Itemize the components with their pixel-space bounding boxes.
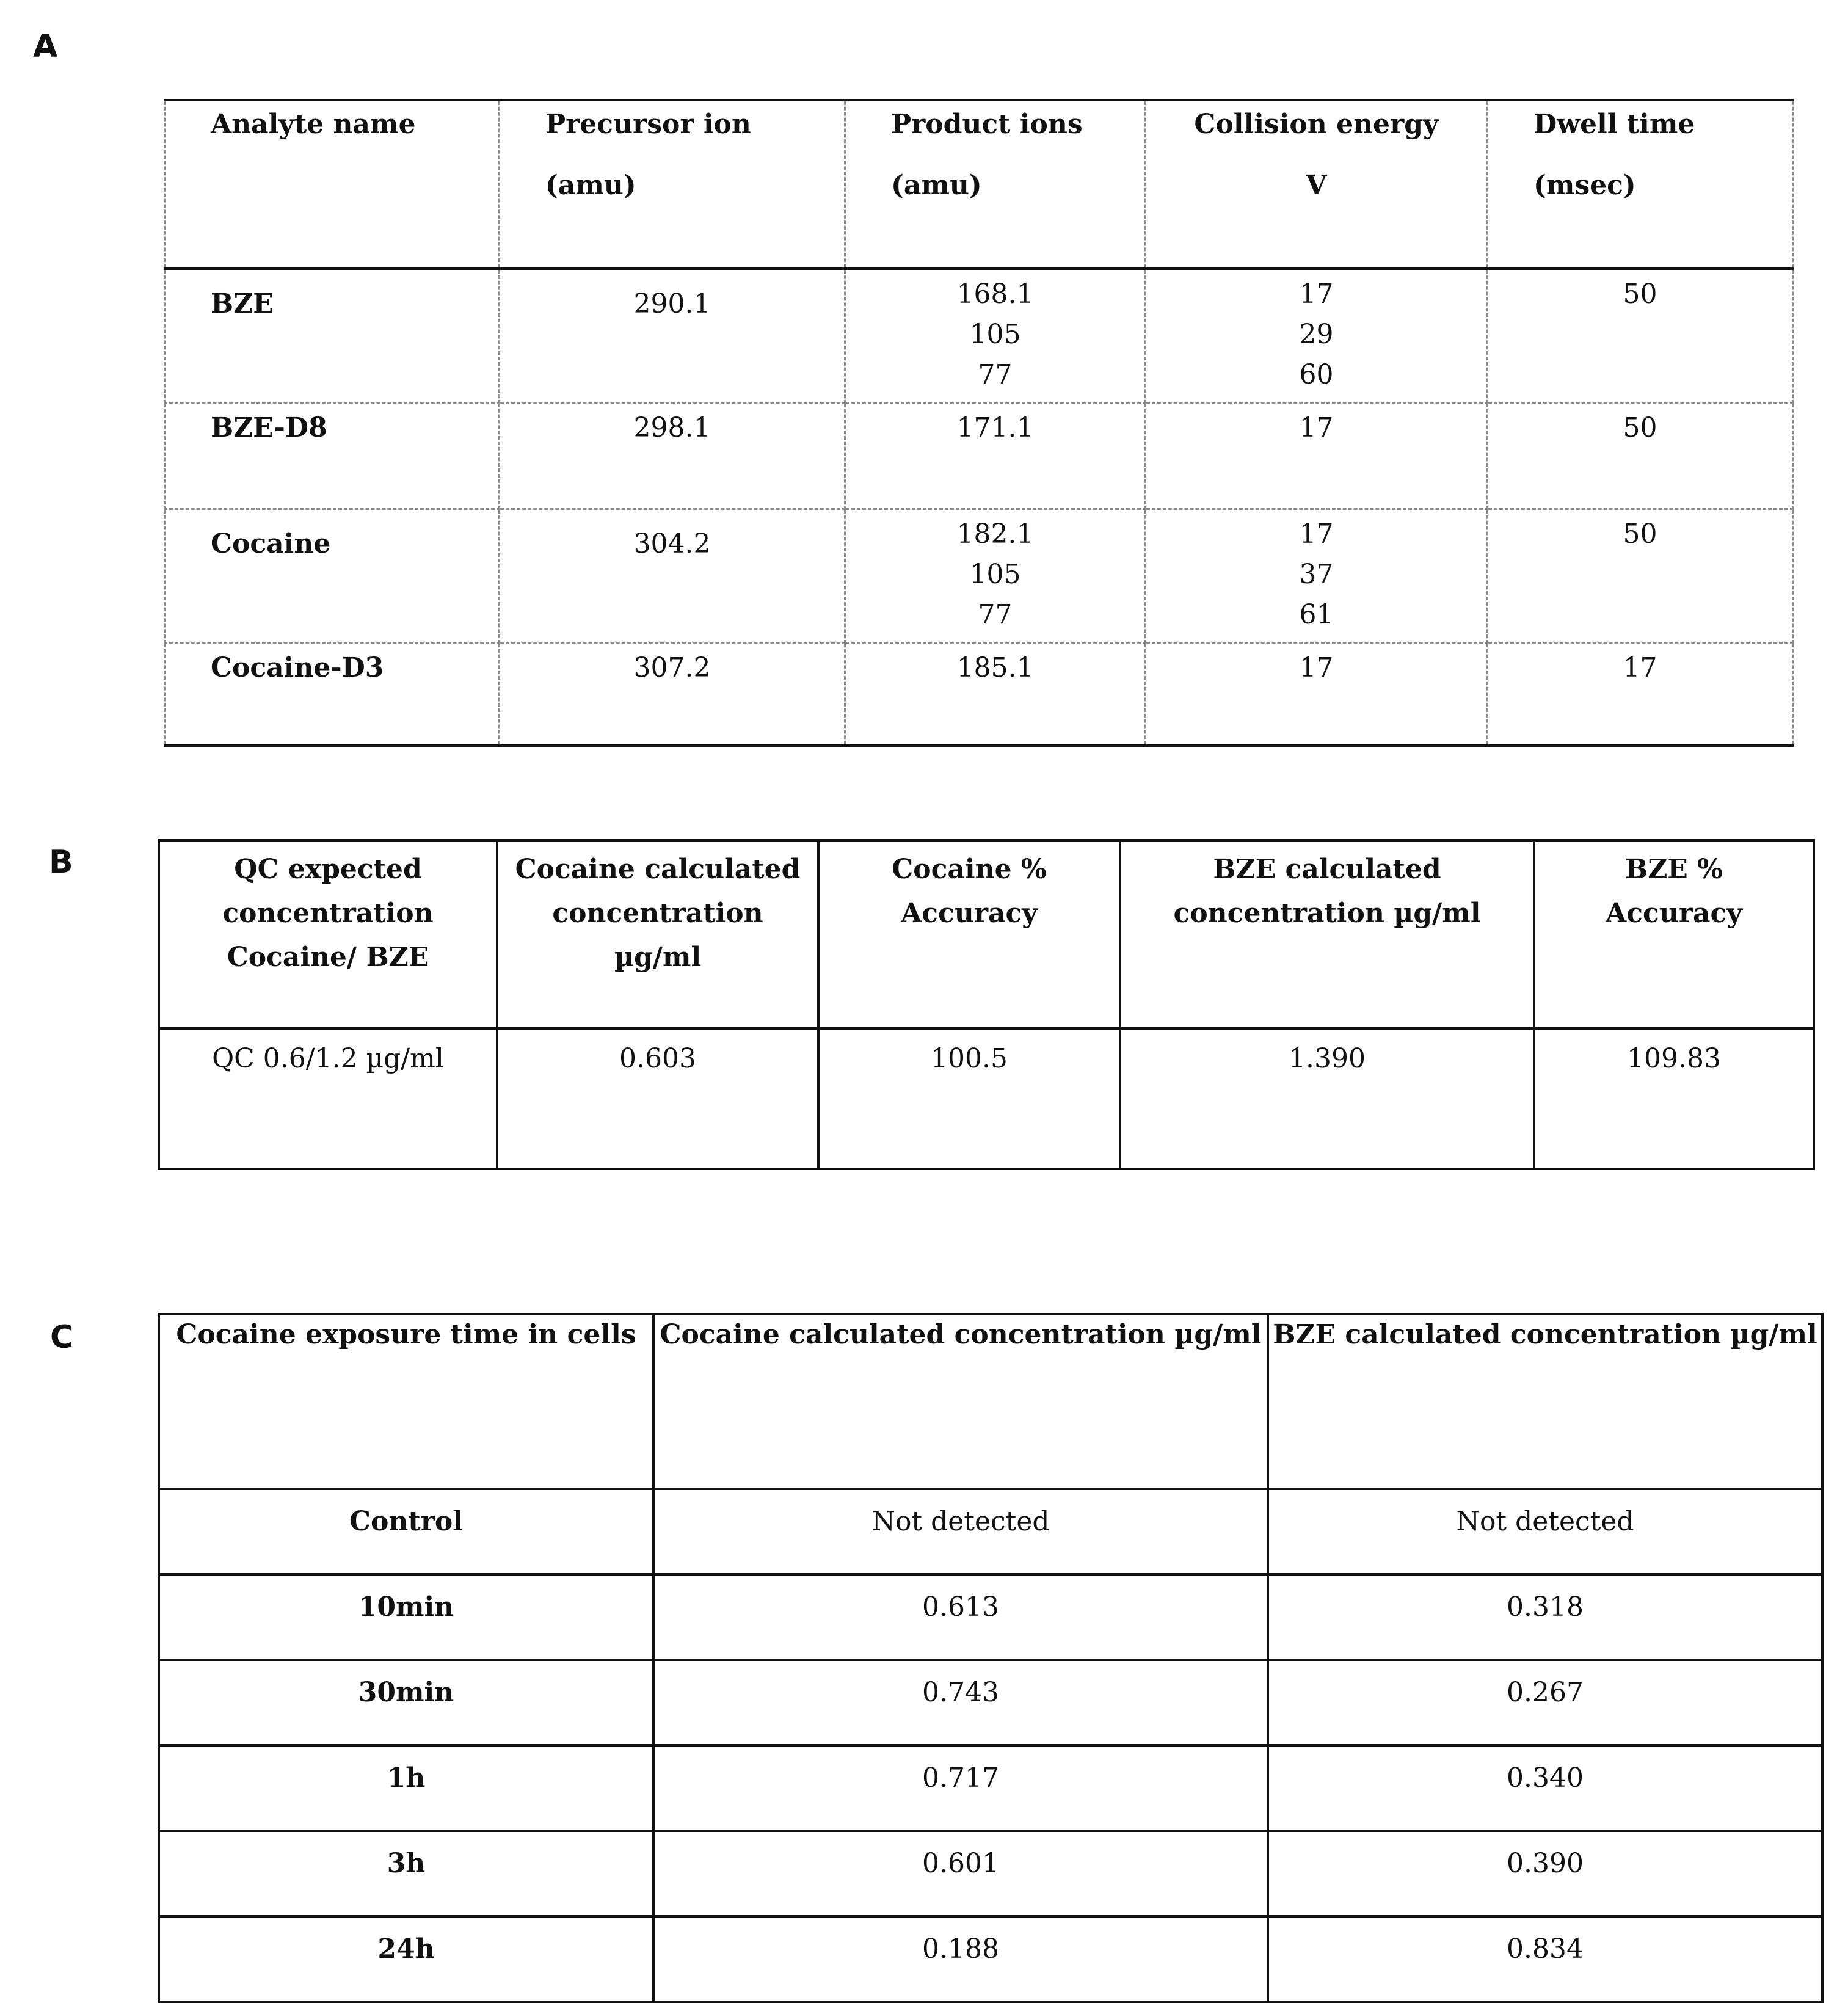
exposure-time: 30min (159, 1660, 653, 1745)
cocaine-concentration: 0.601 (653, 1831, 1268, 1916)
qc-accuracy-table (158, 839, 1815, 1170)
panel-label-c: C (50, 1319, 74, 1356)
precursor-ion: 304.2 (500, 509, 845, 643)
cocaine-concentration: 0.188 (653, 1916, 1268, 2002)
mrm-parameters-table (164, 99, 1794, 747)
product-ions: 182.1 105 77 (845, 509, 1146, 643)
table-c-header-cell: Cocaine calculated concentration µg/ml (653, 1314, 1268, 1489)
panel-label-a: A (33, 28, 58, 65)
table-c-header-cell: BZE calculated concentration µg/ml (1268, 1314, 1822, 1489)
exposure-time: 24h (159, 1916, 653, 2002)
collision-energies: 17 (1146, 643, 1488, 746)
table-row (165, 643, 1793, 746)
bze-calculated-concentration: 1.390 (1120, 1028, 1534, 1169)
qc-level: QC 0.6/1.2 µg/ml (159, 1028, 497, 1169)
dwell-time: 50 (1488, 509, 1793, 643)
precursor-ion: 290.1 (500, 269, 845, 403)
analyte-name: Cocaine-D3 (165, 643, 500, 746)
bze-concentration: Not detected (1268, 1489, 1822, 1574)
precursor-ion: 307.2 (500, 643, 845, 746)
cocaine-concentration: Not detected (653, 1489, 1268, 1574)
precursor-ion: 298.1 (500, 403, 845, 509)
table-row (165, 509, 1793, 643)
analyte-name: BZE-D8 (165, 403, 500, 509)
bze-concentration: 0.390 (1268, 1831, 1822, 1916)
table-a-header-cell: Precursor ion (amu) (500, 100, 845, 269)
table-b-header-cell: Cocaine calculated concentration µg/ml (497, 840, 818, 1028)
table-row (159, 1028, 1814, 1169)
table-c-header-row (159, 1314, 1822, 1489)
exposure-time-table (158, 1313, 1824, 2003)
table-row (165, 403, 1793, 509)
table-a-header-cell: Product ions (amu) (845, 100, 1146, 269)
exposure-time: 1h (159, 1745, 653, 1831)
bze-concentration: 0.318 (1268, 1574, 1822, 1660)
table-a-header-cell: Dwell time (msec) (1488, 100, 1793, 269)
bze-concentration: 0.834 (1268, 1916, 1822, 2002)
dwell-time: 50 (1488, 403, 1793, 509)
product-ions: 185.1 (845, 643, 1146, 746)
table-row (159, 1574, 1822, 1660)
cocaine-accuracy: 100.5 (818, 1028, 1120, 1169)
table-row (159, 1489, 1822, 1574)
analyte-name: Cocaine (165, 509, 500, 643)
bze-concentration: 0.267 (1268, 1660, 1822, 1745)
table-b-header-cell: BZE % Accuracy (1534, 840, 1814, 1028)
analyte-name: BZE (165, 269, 500, 403)
dwell-time: 50 (1488, 269, 1793, 403)
table-row (159, 1660, 1822, 1745)
table-row (165, 269, 1793, 403)
table-a-header-cell: Analyte name (165, 100, 500, 269)
exposure-time: 10min (159, 1574, 653, 1660)
exposure-time: 3h (159, 1831, 653, 1916)
cocaine-concentration: 0.743 (653, 1660, 1268, 1745)
table-row (159, 1745, 1822, 1831)
table-b-header-row (159, 840, 1814, 1028)
table-b-header-cell: Cocaine % Accuracy (818, 840, 1120, 1028)
collision-energies: 17 37 61 (1146, 509, 1488, 643)
bze-accuracy: 109.83 (1534, 1028, 1814, 1169)
table-row (159, 1831, 1822, 1916)
table-b-header-cell: BZE calculated concentration µg/ml (1120, 840, 1534, 1028)
table-row (159, 1916, 1822, 2002)
panel-label-b: B (49, 844, 73, 881)
table-c-header-cell: Cocaine exposure time in cells (159, 1314, 653, 1489)
cocaine-concentration: 0.717 (653, 1745, 1268, 1831)
product-ions: 171.1 (845, 403, 1146, 509)
table-a-header-row (165, 100, 1793, 269)
table-b-header-cell: QC expected concentration Cocaine/ BZE (159, 840, 497, 1028)
collision-energies: 17 (1146, 403, 1488, 509)
cocaine-concentration: 0.613 (653, 1574, 1268, 1660)
bze-concentration: 0.340 (1268, 1745, 1822, 1831)
table-a-header-cell: Collision energy V (1146, 100, 1488, 269)
dwell-time: 17 (1488, 643, 1793, 746)
collision-energies: 17 29 60 (1146, 269, 1488, 403)
product-ions: 168.1 105 77 (845, 269, 1146, 403)
cocaine-calculated-concentration: 0.603 (497, 1028, 818, 1169)
exposure-time: Control (159, 1489, 653, 1574)
